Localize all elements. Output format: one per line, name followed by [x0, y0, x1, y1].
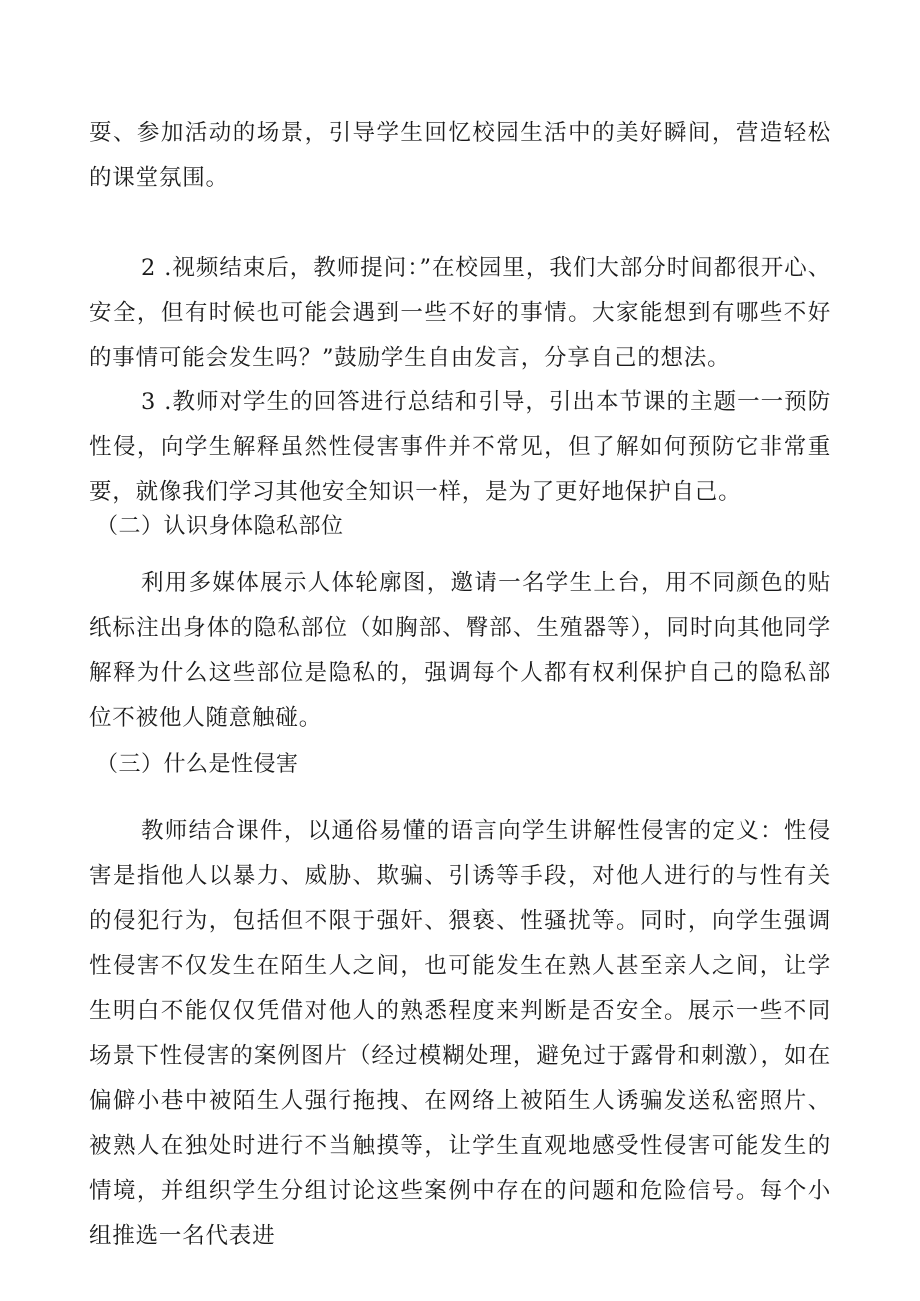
paragraph-step-3: 3 .教师对学生的回答进行总结和引导，引出本节课的主题一一预防性侵，向学生解释虽然性侵害事件并不常见，但了解如何预防它非常重要，就像我们学习其他安全知识一样，是为了更好地保护自己。 [89, 389, 831, 505]
paragraph-intro-continuation: 耍、参加活动的场景，引导学生回忆校园生活中的美好瞬间，营造轻松的课堂氛围。 [89, 120, 831, 191]
section-heading-what-is-assault: （三）什么是性侵害 [96, 752, 299, 777]
paragraph-body-privacy: 利用多媒体展示人体轮廓图，邀请一名学生上台，用不同颜色的贴纸标注出身体的隐私部位（如胸部、臀部、生殖器等），同时向其他同学解释为什么这些部位是隐私的，强调每个人都有权利保护自己的隐私部位不被他人随意触碰。 [89, 570, 831, 731]
paragraph-step-2: 2 .视频结束后，教师提问：”在校园里，我们大部分时间都很开心、安全，但有时候也可能会遇到一些不好的事情。大家能想到有哪些不好的事情可能会发生吗？”鼓励学生自由发言，分享自己的想法。 [89, 255, 831, 371]
paragraph-assault-definition: 教师结合课件，以通俗易懂的语言向学生讲解性侵害的定义：性侵害是指他人以暴力、威胁、欺骗、引诱等手段，对他人进行的与性有关的侵犯行为，包括但不限于强奸、猥亵、性骚扰等。同时，向学生强调性侵害不仅发生在陌生人之间，也可能发生在熟人甚至亲人之间，让学生明白不能仅仅凭借对他人的熟悉程度来判断是否安全。展示一些不同场景下性侵害的案例图片（经过模糊处理，避免过于露骨和刺激），如在偏僻小巷中被陌生人强行拖拽、在网络上被陌生人诱骗发送私密照片、被熟人在独处时进行不当触摸等，让学生直观地感受性侵害可能发生的情境，并组织学生分组讨论这些案例中存在的问题和危险信号。每个小组推选一名代表进 [89, 818, 831, 1249]
section-heading-body-privacy: （二）认识身体隐私部位 [96, 514, 344, 539]
